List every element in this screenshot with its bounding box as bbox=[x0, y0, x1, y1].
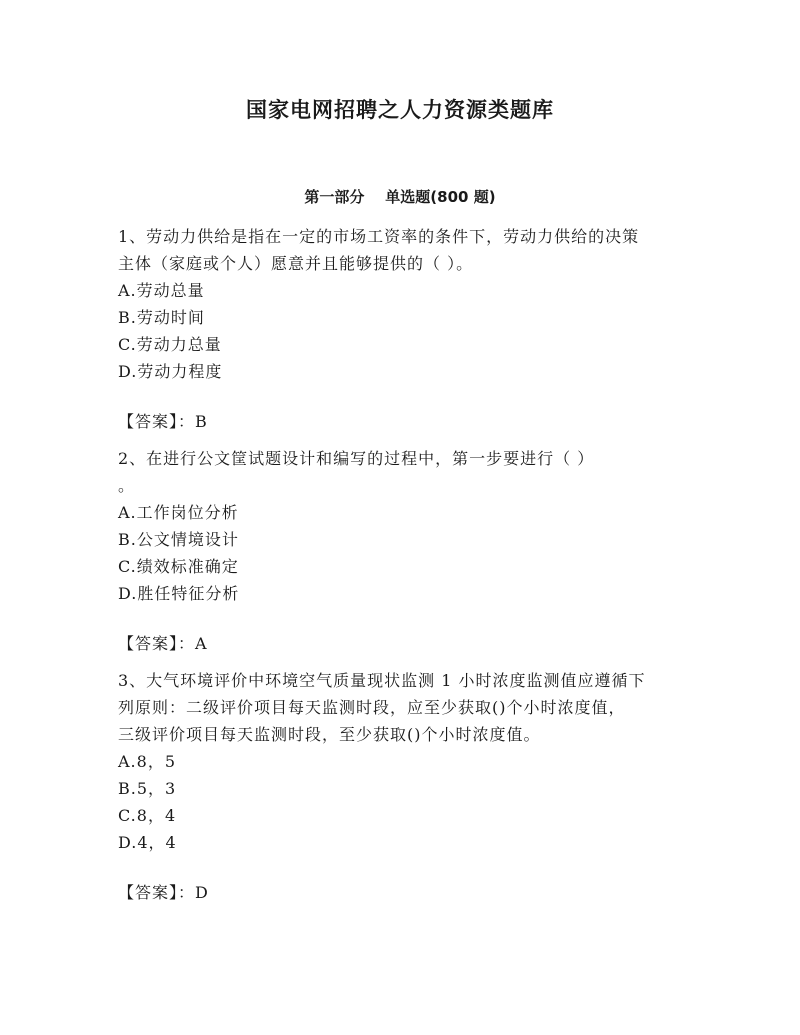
question-2-stem bbox=[118, 445, 688, 499]
question-1-option-d: D.劳动力程度 bbox=[118, 362, 223, 381]
question-stem-line: 1、劳动力供给是指在一定的市场工资率的条件下，劳动力供给的决策 bbox=[118, 227, 640, 246]
question-3-option-c: C.8，4 bbox=[118, 806, 177, 825]
question-3-option-d: D.4，4 bbox=[118, 833, 177, 852]
question-stem-line: 3、大气环境评价中环境空气质量现状监测 1 小时浓度监测值应遵循下 bbox=[118, 671, 646, 690]
question-2-option-b: B.公文情境设计 bbox=[118, 530, 239, 549]
question-3 bbox=[118, 667, 688, 906]
question-1-option-a: A.劳动总量 bbox=[118, 281, 205, 300]
question-list bbox=[118, 223, 688, 916]
answer-value: B bbox=[195, 412, 208, 431]
question-1-answer bbox=[118, 408, 688, 435]
question-2-answer bbox=[118, 630, 688, 657]
question-stem-line: 三级评价项目每天监测时段，至少获取()个小时浓度值。 bbox=[118, 725, 541, 744]
question-3-answer bbox=[118, 879, 688, 906]
question-2-option-c: C.绩效标准确定 bbox=[118, 557, 239, 576]
answer-value: A bbox=[195, 634, 208, 653]
answer-label: 【答案】： bbox=[118, 634, 196, 653]
document-title: 国家电网招聘之人力资源类题库 bbox=[246, 98, 554, 122]
section-title: 第一部分 单选题(800 题) bbox=[304, 188, 496, 206]
answer-label: 【答案】： bbox=[118, 883, 196, 902]
question-2-option-d: D.胜任特征分析 bbox=[118, 584, 240, 603]
question-1-option-c: C.劳动力总量 bbox=[118, 335, 222, 354]
question-stem-line: 主体（家庭或个人）愿意并且能够提供的（ ）。 bbox=[118, 254, 474, 273]
question-stem-line: 。 bbox=[118, 476, 136, 495]
question-1-option-b: B.劳动时间 bbox=[118, 308, 205, 327]
question-3-option-b: B.5，3 bbox=[118, 779, 177, 798]
question-1 bbox=[118, 223, 688, 435]
question-stem-line: 2、在进行公文筐试题设计和编写的过程中，第一步要进行（ ） bbox=[118, 449, 595, 468]
answer-label: 【答案】： bbox=[118, 412, 196, 431]
question-stem-line: 列原则：二级评价项目每天监测时段，应至少获取()个小时浓度值， bbox=[118, 698, 626, 717]
question-3-stem bbox=[118, 667, 688, 748]
question-3-option-a: A.8，5 bbox=[118, 752, 177, 771]
question-2-option-a: A.工作岗位分析 bbox=[118, 503, 239, 522]
question-1-stem bbox=[118, 223, 688, 277]
answer-value: D bbox=[195, 883, 209, 902]
question-2 bbox=[118, 445, 688, 657]
